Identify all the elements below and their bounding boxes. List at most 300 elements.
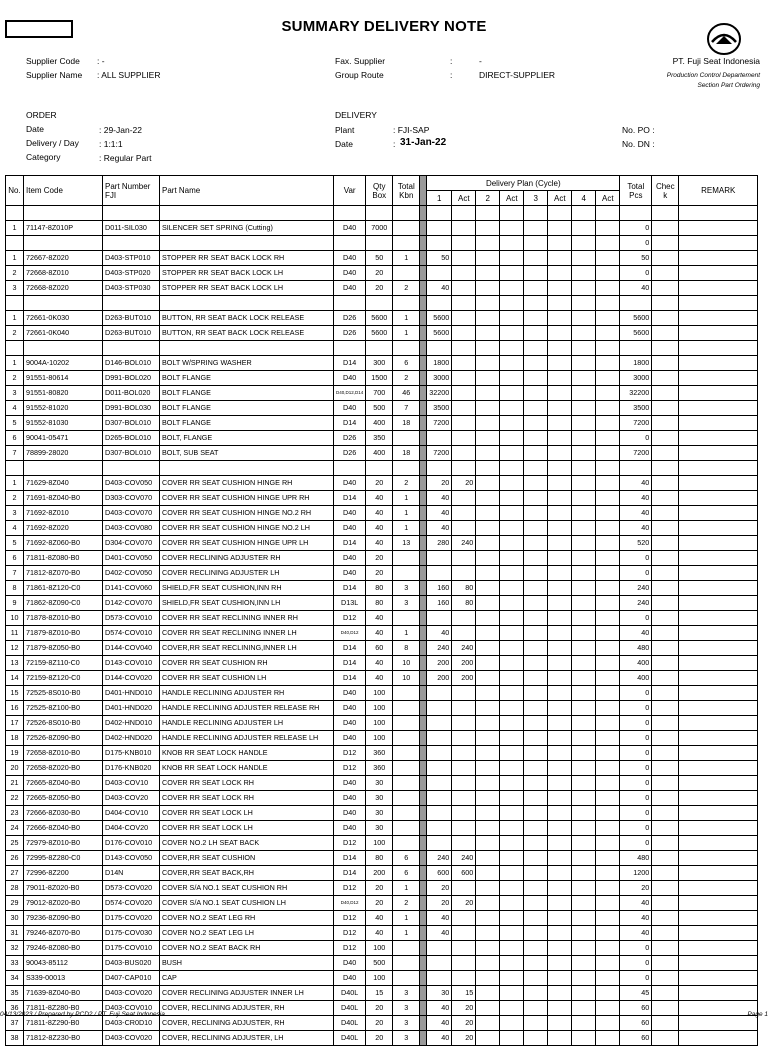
row-plan-4 [572,326,596,341]
table-row [6,986,758,1001]
row-total-kbn: 3 [393,986,420,1001]
row-total-pcs: 40 [620,491,652,506]
row-total-pcs: 7200 [620,446,652,461]
table-row [6,611,758,626]
row-plan-4 [572,281,596,296]
row-act-4 [596,746,620,761]
row-separator [420,1031,427,1046]
row-var: D40 [334,776,366,791]
row-item-code: 72668-8Z010 [24,266,103,281]
row-plan-4 [572,851,596,866]
row-part-number [103,341,160,356]
row-item-code: 71692-8Z060-B0 [24,536,103,551]
row-var: D12 [334,941,366,956]
row-total-kbn [393,236,420,251]
row-total-kbn: 1 [393,626,420,641]
col-cycle-1: 1 [427,191,452,206]
row-separator [420,881,427,896]
row-act-3 [548,701,572,716]
row-separator [420,716,427,731]
row-plan-3 [524,1016,548,1031]
footer-page: Page 1 [747,1011,768,1018]
row-act-3 [548,851,572,866]
row-act-3 [548,506,572,521]
row-qty-box: 20 [366,281,393,296]
row-item-code: 72665-8Z050-B0 [24,791,103,806]
row-item-code: 71811-8Z290-B0 [24,1016,103,1031]
row-qty-box: 20 [366,896,393,911]
table-row [6,746,758,761]
row-act-3 [548,416,572,431]
row-check [652,416,679,431]
row-plan-2 [476,461,500,476]
row-part-name: BOLT, SUB SEAT [160,446,334,461]
row-var: D26 [334,326,366,341]
row-plan-2 [476,806,500,821]
row-plan-3 [524,521,548,536]
row-item-code: 71692-8Z020 [24,521,103,536]
row-item-code: 72525-8Z100-B0 [24,701,103,716]
row-plan-2 [476,251,500,266]
row-act-1: 240 [452,641,476,656]
row-total-pcs: 32200 [620,386,652,401]
row-remark [679,506,758,521]
row-plan-2 [476,206,500,221]
row-act-3 [548,626,572,641]
row-plan-2 [476,551,500,566]
row-separator [420,341,427,356]
row-qty-box: 100 [366,941,393,956]
row-total-pcs: 0 [620,806,652,821]
row-check [652,926,679,941]
col-delivery-plan: Delivery Plan (Cycle) [427,176,620,191]
row-act-1 [452,626,476,641]
row-act-1: 200 [452,656,476,671]
row-plan-3 [524,326,548,341]
row-plan-4 [572,971,596,986]
row-qty-box: 40 [366,926,393,941]
row-plan-4 [572,431,596,446]
row-plan-2 [476,926,500,941]
row-var: D12 [334,911,366,926]
row-plan-1: 5600 [427,326,452,341]
row-act-1 [452,746,476,761]
row-qty-box: 20 [366,1016,393,1031]
row-item-code: 71812-8Z070-B0 [24,566,103,581]
row-check [652,1031,679,1046]
row-act-2 [500,311,524,326]
row-plan-3 [524,566,548,581]
row-no [6,461,24,476]
row-act-4 [596,416,620,431]
row-act-1: 240 [452,536,476,551]
row-act-4 [596,521,620,536]
row-item-code: 71691-8Z040-B0 [24,491,103,506]
row-total-kbn: 18 [393,446,420,461]
row-plan-4 [572,941,596,956]
row-act-3 [548,986,572,1001]
row-total-kbn: 46 [393,386,420,401]
row-plan-3 [524,581,548,596]
row-var: D12 [334,836,366,851]
row-var: D26 [334,431,366,446]
row-no: 24 [6,821,24,836]
row-plan-2 [476,836,500,851]
row-act-2 [500,386,524,401]
row-part-name: COVER S/A NO.1 SEAT CUSHION RH [160,881,334,896]
row-part-number [103,461,160,476]
row-act-1: 20 [452,476,476,491]
row-check [652,566,679,581]
row-act-1 [452,206,476,221]
row-part-number [103,236,160,251]
row-act-1 [452,431,476,446]
row-total-pcs: 7200 [620,416,652,431]
row-act-2 [500,791,524,806]
row-plan-4 [572,1031,596,1046]
row-plan-1: 30 [427,986,452,1001]
row-plan-2 [476,626,500,641]
row-plan-2 [476,686,500,701]
row-act-1 [452,761,476,776]
row-total-kbn: 1 [393,881,420,896]
row-act-3 [548,941,572,956]
row-no: 17 [6,716,24,731]
row-plan-2 [476,416,500,431]
row-no: 3 [6,506,24,521]
row-qty-box: 40 [366,626,393,641]
row-no: 20 [6,761,24,776]
row-separator [420,551,427,566]
row-plan-3 [524,881,548,896]
row-check [652,791,679,806]
row-no: 33 [6,956,24,971]
row-no: 6 [6,551,24,566]
row-plan-3 [524,536,548,551]
row-act-2 [500,926,524,941]
row-act-2 [500,476,524,491]
row-part-name: COVER RR SEAT RECLINING INNER RH [160,611,334,626]
row-act-2 [500,296,524,311]
row-remark [679,836,758,851]
row-total-kbn [393,971,420,986]
row-plan-4 [572,641,596,656]
row-total-pcs: 0 [620,821,652,836]
row-part-number: D403-COV020 [103,986,160,1001]
row-check [652,716,679,731]
row-qty-box: 700 [366,386,393,401]
row-item-code: 91552-81020 [24,401,103,416]
row-no: 1 [6,311,24,326]
row-part-name: SHIELD,FR SEAT CUSHION,INN LH [160,596,334,611]
row-plan-4 [572,746,596,761]
row-remark [679,341,758,356]
table-row [6,596,758,611]
row-remark [679,476,758,491]
row-separator [420,806,427,821]
row-plan-4 [572,731,596,746]
row-act-2 [500,761,524,776]
row-act-4 [596,206,620,221]
row-separator [420,266,427,281]
delivery-day-label: Delivery / Day [26,138,79,148]
row-plan-1 [427,221,452,236]
col-part-name: Part Name [160,176,334,206]
row-part-number: D404-COV20 [103,821,160,836]
row-plan-1: 200 [427,671,452,686]
dn-label: No. DN : [622,139,655,149]
row-no: 29 [6,896,24,911]
row-qty-box: 20 [366,881,393,896]
row-act-1 [452,701,476,716]
row-remark [679,551,758,566]
row-act-4 [596,941,620,956]
row-act-1 [452,311,476,326]
row-separator [420,311,427,326]
row-qty-box: 350 [366,431,393,446]
row-var: D14 [334,581,366,596]
row-act-4 [596,326,620,341]
row-total-kbn: 2 [393,476,420,491]
plant-label: Plant [335,125,355,135]
row-var: D40 [334,251,366,266]
row-qty-box: 30 [366,791,393,806]
row-total-kbn: 8 [393,641,420,656]
row-act-2 [500,941,524,956]
col-cycle-4: 4 [572,191,596,206]
row-plan-2 [476,761,500,776]
row-plan-4 [572,311,596,326]
row-part-name: COVER RR SEAT LOCK LH [160,821,334,836]
row-var: D40L [334,1031,366,1046]
row-item-code: 71861-8Z120-C0 [24,581,103,596]
row-remark [679,311,758,326]
row-qty-box: 20 [366,476,393,491]
row-total-kbn [393,566,420,581]
row-var: D12 [334,761,366,776]
row-plan-1 [427,206,452,221]
row-item-code: 90041-05471 [24,431,103,446]
row-act-3 [548,896,572,911]
row-plan-4 [572,821,596,836]
row-part-name: KNOB RR SEAT LOCK HANDLE [160,746,334,761]
table-row [6,896,758,911]
row-plan-1: 600 [427,866,452,881]
row-part-number: D144-COV020 [103,671,160,686]
row-separator [420,446,427,461]
row-plan-1: 7200 [427,446,452,461]
row-part-name: COVER NO.2 LH SEAT BACK [160,836,334,851]
plant-value: : FJI-SAP [393,125,430,135]
row-plan-1: 40 [427,1031,452,1046]
row-act-1 [452,791,476,806]
row-total-kbn [393,821,420,836]
fax-label: Fax. Supplier [335,56,386,66]
row-plan-3 [524,836,548,851]
row-plan-4 [572,251,596,266]
row-no: 27 [6,866,24,881]
row-plan-3 [524,386,548,401]
row-act-2 [500,686,524,701]
row-plan-3 [524,626,548,641]
row-plan-1: 240 [427,641,452,656]
row-plan-1 [427,611,452,626]
row-act-1 [452,251,476,266]
row-act-1 [452,566,476,581]
row-remark [679,956,758,971]
row-qty-box: 20 [366,551,393,566]
row-act-2 [500,881,524,896]
row-act-1: 80 [452,581,476,596]
row-no: 10 [6,611,24,626]
row-separator [420,431,427,446]
row-item-code: 72658-8Z010-B0 [24,746,103,761]
row-total-pcs: 0 [620,776,652,791]
row-item-code: 9004A-10202 [24,356,103,371]
row-item-code: 71812-8Z230-B0 [24,1031,103,1046]
row-var: D40 [334,821,366,836]
row-plan-2 [476,956,500,971]
row-act-4 [596,476,620,491]
row-no: 1 [6,221,24,236]
row-plan-4 [572,461,596,476]
row-plan-1: 40 [427,521,452,536]
row-item-code: 72661-0K030 [24,311,103,326]
row-total-kbn: 6 [393,866,420,881]
row-part-name: COVER RR SEAT CUSHION HINGE UPR LH [160,536,334,551]
row-part-name: COVER, RECLINING ADJUSTER, RH [160,1001,334,1016]
row-var: D40 [334,266,366,281]
row-part-number: D175-COV030 [103,926,160,941]
row-act-3 [548,431,572,446]
row-total-kbn [393,296,420,311]
row-part-name: COVER RR SEAT RECLINING INNER LH [160,626,334,641]
row-plan-1: 20 [427,476,452,491]
row-qty-box: 40 [366,611,393,626]
row-remark [679,806,758,821]
row-part-name: BOLT, FLANGE [160,431,334,446]
row-plan-1 [427,701,452,716]
row-separator [420,956,427,971]
table-row [6,386,758,401]
page-title: SUMMARY DELIVERY NOTE [281,18,487,35]
row-qty-box: 40 [366,491,393,506]
row-var: D14 [334,356,366,371]
row-check [652,851,679,866]
row-item-code: 91552-81030 [24,416,103,431]
row-part-number: D991-BOL030 [103,401,160,416]
row-act-3 [548,881,572,896]
col-remark: REMARK [679,176,758,206]
row-remark [679,536,758,551]
row-total-kbn: 1 [393,926,420,941]
row-plan-3 [524,746,548,761]
row-total-pcs: 0 [620,431,652,446]
row-remark [679,641,758,656]
row-item-code [24,461,103,476]
row-act-3 [548,911,572,926]
row-item-code: 71811-8Z080-B0 [24,551,103,566]
row-act-1 [452,356,476,371]
row-total-pcs [620,461,652,476]
table-row [6,956,758,971]
row-plan-2 [476,851,500,866]
row-act-3 [548,566,572,581]
row-var: D26 [334,311,366,326]
row-total-pcs: 60 [620,1016,652,1031]
row-act-1 [452,806,476,821]
row-act-4 [596,926,620,941]
row-total-kbn: 1 [393,311,420,326]
row-check [652,866,679,881]
row-plan-1: 40 [427,1016,452,1031]
row-act-2 [500,806,524,821]
row-act-4 [596,596,620,611]
row-qty-box: 20 [366,266,393,281]
row-plan-1: 160 [427,581,452,596]
row-act-1 [452,281,476,296]
row-act-2 [500,491,524,506]
row-separator [420,836,427,851]
row-act-4 [596,791,620,806]
col-separator [420,176,427,206]
row-total-kbn: 7 [393,401,420,416]
row-part-number: D011-SIL030 [103,221,160,236]
row-qty-box: 40 [366,671,393,686]
row-plan-2 [476,506,500,521]
row-total-kbn: 1 [393,506,420,521]
row-var: D40L [334,1016,366,1031]
row-item-code: 71878-8Z010-B0 [24,611,103,626]
row-qty-box: 40 [366,536,393,551]
row-separator [420,296,427,311]
row-part-number: D403-BUS020 [103,956,160,971]
row-total-kbn: 2 [393,896,420,911]
row-act-4 [596,611,620,626]
row-item-code: 72526-8S010-B0 [24,716,103,731]
row-var: D40 [334,971,366,986]
row-act-4 [596,761,620,776]
row-remark [679,521,758,536]
row-plan-4 [572,296,596,311]
row-plan-3 [524,446,548,461]
row-qty-box: 100 [366,731,393,746]
row-qty-box: 30 [366,776,393,791]
table-row [6,371,758,386]
row-check [652,206,679,221]
row-check [652,386,679,401]
row-var: D40,D12 [334,896,366,911]
row-act-1 [452,236,476,251]
row-check [652,281,679,296]
row-plan-2 [476,746,500,761]
row-no: 22 [6,791,24,806]
table-row [6,761,758,776]
row-remark [679,626,758,641]
row-no: 13 [6,656,24,671]
row-total-pcs: 40 [620,281,652,296]
row-total-kbn [393,806,420,821]
table-row [6,656,758,671]
row-remark [679,1031,758,1046]
row-total-kbn: 3 [393,1031,420,1046]
row-act-1 [452,386,476,401]
row-act-1 [452,221,476,236]
row-remark [679,461,758,476]
row-no: 36 [6,1001,24,1016]
row-plan-3 [524,611,548,626]
row-plan-4 [572,761,596,776]
